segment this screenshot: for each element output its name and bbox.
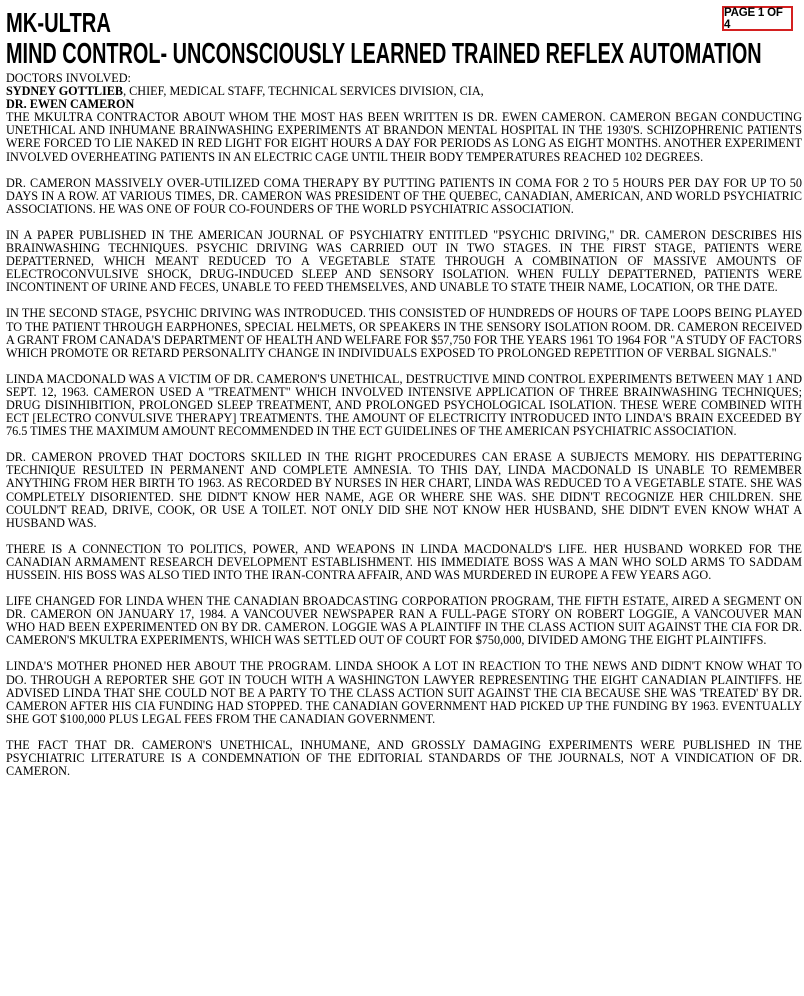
paragraph-8: LIFE CHANGED FOR LINDA WHEN THE CANADIAN BROADCASTING CORPORATION PROGRAM, THE FIFTH ESTATE, AIRED A SEGMENT ON DR. CAMERON ON JANUARY 17, 1984. A VANCOUVER NEWSPAPER RAN A FULL-PAGE STORY ON ROBERT LOGGIE, A VANCOUVER MAN WHO HAD BEEN EXPERIMENTED ON BY DR. CAMERON. LOGGIE WAS A PLAINTIFF IN THE CLASS ACTION SUIT AGAINST THE CIA FOR DR. CAMERON'S MKULTRA EXPERIMENTS, WHICH WAS SETTLED OUT OF COURT FOR $750,000, DIVIDED AMONG THE EIGHT PLAINTIFFS. [6,594,802,648]
doctors-label: DOCTORS INVOLVED: [6,71,131,85]
paragraph-3: IN A PAPER PUBLISHED IN THE AMERICAN JOURNAL OF PSYCHIATRY ENTITLED "PSYCHIC DRIVING," DR. CAMERON DESCRIBES HIS BRAINWASHING TECHNIQUES. PSYCHIC DRIVING WAS CARRIED OUT IN TWO STAGES. IN THE FIRST STAGE, PATIENTS WERE DEPATTERNED, WHICH MEANT REDUCED TO A VEGETABLE STATE THROUGH A COMBINATION OF MASSIVE AMOUNTS OF ELECTROCONVULSIVE SHOCK, DRUG-INDUCED SLEEP AND SENSORY ISOLATION. WHEN FULLY DEPATTERNED, PATIENTS WERE INCONTINENT OF URINE AND FECES, UNABLE TO FEED THEMSELVES, AND UNABLE TO STATE THEIR NAME, LOCATION, OR THE DATE. [6,227,802,295]
document-subtitle: MIND CONTROL- UNCONSCIOUSLY LEARNED TRAINED REFLEX AUTOMATION [6,38,762,70]
paragraph-7: THERE IS A CONNECTION TO POLITICS, POWER, AND WEAPONS IN LINDA MACDONALD'S LIFE. HER HUSBAND WORKED FOR THE CANADIAN ARMAMENT RESEARCH DEVELOPMENT ESTABLISHMENT. HIS IMMEDIATE BOSS WAS A MAN WHO SOLD ARMS TO SADDAM HUSSEIN. HIS BOSS WAS ALSO TIED INTO THE IRAN-CONTRA AFFAIR, AND WAS MURDERED IN EUROPE A FEW YEARS AGO. [6,541,802,582]
doctor-name-gottlieb: SYDNEY GOTTLIEB [6,84,124,99]
paragraph-4: IN THE SECOND STAGE, PSYCHIC DRIVING WAS INTRODUCED. THIS CONSISTED OF HUNDREDS OF HOURS OF TAPE LOOPS BEING PLAYED TO THE PATIENT THROUGH EARPHONES, SPECIAL HELMETS, OR SPEAKERS IN THE SENSORY ISOLATION ROOM. DR. CAMERON RECEIVED A GRANT FROM CANADA'S DEPARTMENT OF HEALTH AND WELFARE FOR $57,750 FOR THE YEARS 1961 TO 1964 FOR "A STUDY OF FACTORS WHICH PROMOTE OR RETARD PERSONALITY CHANGE IN INDIVIDUALS EXPOSED TO PROLONGED REPETITION OF VERBAL SIGNALS." [6,306,802,360]
doctor-role-gottlieb: , CHIEF, MEDICAL STAFF, TECHNICAL SERVICES DIVISION, CIA, [123,84,484,99]
paragraph-2: DR. CAMERON MASSIVELY OVER-UTILIZED COMA THERAPY BY PUTTING PATIENTS IN COMA FOR 2 TO 5 HOURS PER DAY FOR UP TO 50 DAYS IN A ROW. AT VARIOUS TIMES, DR. CAMERON WAS PRESIDENT OF THE QUEBEC, CANADIAN, AMERICAN, AND WORLD PSYCHIATRIC ASSOCIATIONS. HE WAS ONE OF FOUR CO-FOUNDERS OF THE WORLD PSYCHIATRIC ASSOCIATION. [6,175,802,216]
paragraph-9: LINDA'S MOTHER PHONED HER ABOUT THE PROGRAM. LINDA SHOOK A LOT IN REACTION TO THE NEWS AND DIDN'T KNOW WHAT TO DO. THROUGH A REPORTER SHE GOT IN TOUCH WITH A WASHINGTON LAWYER REPRESENTING THE EIGHT CANADIAN PLAINTIFFS. HE ADVISED LINDA THAT SHE COULD NOT BE A PARTY TO THE CLASS ACTION SUIT AGAINST THE CIA BECAUSE SHE WAS 'TREATED' BY DR. CAMERON AFTER HIS CIA FUNDING HAD STOPPED. THE CANADIAN GOVERNMENT HAD PICKED UP THE FUNDING BY 1963. EVENTUALLY SHE GOT $100,000 PLUS LEGAL FEES FROM THE CANADIAN GOVERNMENT. [6,659,802,726]
paragraph-6: DR. CAMERON PROVED THAT DOCTORS SKILLED IN THE RIGHT PROCEDURES CAN ERASE A SUBJECTS MEMORY. HIS DEPATTERING TECHNIQUE RESULTED IN PERMANENT AND COMPLETE AMNESIA. TO THIS DAY, LINDA MACDONALD IS UNABLE TO REMEMBER ANYTHING FROM HER BIRTH TO 1963. AS RECORDED BY NURSES IN HER CHART, LINDA WAS REDUCED TO A VEGETABLE STATE. SHE WAS COMPLETELY DISORIENTED. SHE DIDN'T KNOW HER NAME, AGE OR WHERE SHE WAS. SHE DIDN'T RECOGNIZE HER CHILDREN. SHE COULDN'T READ, DRIVE, COOK, OR USE A TOILET. NOT ONLY DID SHE NOT KNOW HER HUSBAND, SHE DIDN'T EVEN KNOW WHAT A HUSBAND WAS. [6,450,802,530]
paragraph-1: THE MKULTRA CONTRACTOR ABOUT WHOM THE MOST HAS BEEN WRITTEN IS DR. EWEN CAMERON. CAMERON BEGAN CONDUCTING UNETHICAL AND INHUMANE BRAINWASHING EXPERIMENTS AT BRANDON MENTAL HOSPITAL IN THE 1930'S. SCHIZOPHRENIC PATIENTS WERE FORCED TO LIE NAKED IN RED LIGHT FOR EIGHT HOURS A DAY FOR PERIODS AS LONG AS EIGHT MONTHS. ANOTHER EXPERIMENT INVOLVED OVERHEATING PATIENTS IN AN ELECTRIC CAGE UNTIL THEIR BODY TEMPERATURES REACHED 102 DEGREES. [6,110,802,164]
paragraph-10: THE FACT THAT DR. CAMERON'S UNETHICAL, INHUMANE, AND GROSSLY DAMAGING EXPERIMENTS WERE PUBLISHED IN THE PSYCHIATRIC LITERATURE IS A CONDEMNATION OF THE EDITORIAL STANDARDS OF THE JOURNALS, NOT A VINDICATION OF DR. CAMERON. [6,737,802,779]
document-title: MK-ULTRA [6,7,111,38]
doctor-name-cameron: DR. EWEN CAMERON [6,97,135,112]
paragraph-5: LINDA MACDONALD WAS A VICTIM OF DR. CAMERON'S UNETHICAL, DESTRUCTIVE MIND CONTROL EXPERIMENTS BETWEEN MAY 1 AND SEPT. 12, 1963. CAMERON USED A "TREATMENT" WHICH INVOLVED INTENSIVE APPLICATION OF THREE BRAINWASHING TECHNIQUES; DRUG DISINHIBITION, PROLONGED SLEEP TREATMENT, AND PROLONGED PSYCHOLOGICAL ISOLATION. THESE WERE COMBINED WITH ECT [ELECTRO CONVULSIVE THERAPY] TREATMENTS. THE AMOUNT OF ELECTRICITY INTRODUCED INTO LINDA'S BRAIN EXCEEDED BY 76.5 TIMES THE MAXIMUM AMOUNT RECOMMENDED IN THE ECT GUIDELINES OF THE AMERICAN PSYCHIATRIC ASSOCIATION. [6,371,802,439]
page-number-badge: PAGE 1 OF 4 [722,6,793,31]
document-body [6,72,802,791]
